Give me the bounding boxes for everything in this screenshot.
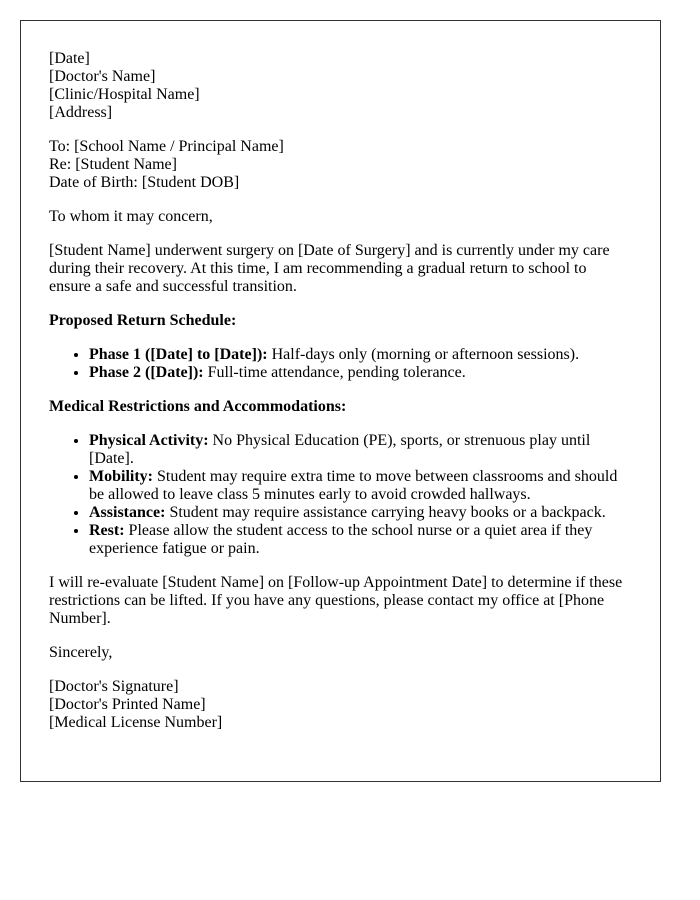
restrictions-list	[49, 432, 632, 558]
salutation: To whom it may concern,	[49, 208, 213, 225]
address: [Address]	[49, 104, 113, 121]
schedule-list	[49, 346, 632, 382]
item-label: Rest:	[89, 522, 125, 539]
letter	[20, 20, 661, 782]
restrictions-heading	[49, 398, 632, 416]
item-text: Full-time attendance, pending tolerance.	[203, 364, 466, 381]
signature-block	[49, 678, 632, 732]
list-item	[89, 364, 632, 382]
schedule-heading-text: Proposed Return Schedule:	[49, 312, 237, 329]
medical-license-number: [Medical License Number]	[49, 714, 223, 731]
schedule-heading	[49, 312, 632, 330]
item-label: Assistance:	[89, 504, 166, 521]
regarding: Re: [Student Name]	[49, 156, 177, 173]
doctor-name: [Doctor's Name]	[49, 68, 156, 85]
item-label: Physical Activity:	[89, 432, 209, 449]
list-item	[89, 522, 632, 558]
item-text: No Physical Education (PE), sports, or strenuous play until [Date].	[89, 432, 591, 467]
date-of-birth: Date of Birth: [Student DOB]	[49, 174, 240, 191]
sender-block	[49, 50, 632, 122]
list-item	[89, 468, 632, 504]
clinic-name: [Clinic/Hospital Name]	[49, 86, 200, 103]
list-item	[89, 432, 632, 468]
item-text: Half-days only (morning or afternoon sessions).	[267, 346, 580, 363]
signoff: Sincerely,	[49, 644, 113, 661]
intro-paragraph: [Student Name] underwent surgery on [Date of Surgery] and is currently under my care during their recovery. At this time, I am recommending a gradual return to school to ensure a safe and successful transition.	[49, 242, 610, 295]
item-label: Phase 1 ([Date] to [Date]):	[89, 346, 268, 363]
restrictions-heading-text: Medical Restrictions and Accommodations:	[49, 398, 347, 415]
doctor-printed-name: [Doctor's Printed Name]	[49, 696, 206, 713]
item-text: Student may require assistance carrying heavy books or a backpack.	[165, 504, 606, 521]
item-text: Please allow the student access to the school nurse or a quiet area if they experience fatigue or pain.	[89, 522, 593, 557]
doctor-signature: [Doctor's Signature]	[49, 678, 179, 695]
date: [Date]	[49, 50, 90, 67]
list-item	[89, 346, 632, 364]
item-label: Phase 2 ([Date]):	[89, 364, 204, 381]
list-item	[89, 504, 632, 522]
recipient-to: To: [School Name / Principal Name]	[49, 138, 284, 155]
item-label: Mobility:	[89, 468, 153, 485]
item-text: Student may require extra time to move between classrooms and should be allowed to leave class 5 minutes early to avoid crowded hallways.	[89, 468, 618, 503]
recipient-block	[49, 138, 632, 192]
closing-paragraph: I will re-evaluate [Student Name] on [Follow-up Appointment Date] to determine if these restrictions can be lifted. If you have any questions, please contact my office at [Phone Number].	[49, 574, 623, 627]
